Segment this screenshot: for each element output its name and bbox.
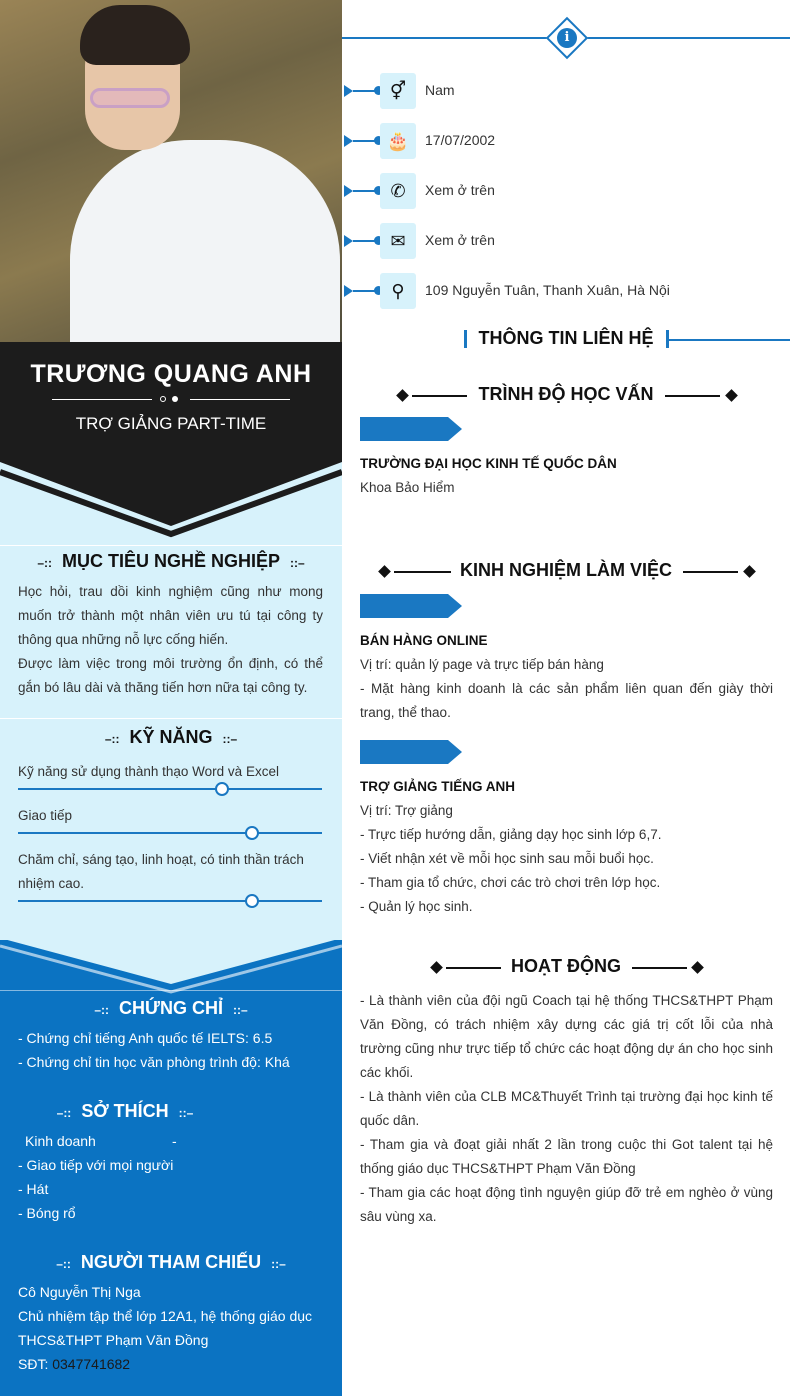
skill-knob [215,782,229,796]
birthday-cake-icon: 🎂 [380,123,416,159]
contact-birthday: 17/07/2002 [425,132,496,148]
job-line: - Tham gia tổ chức, chơi các trò chơi trên lớp học. [360,875,661,890]
skill-label: Giao tiếp [18,808,73,823]
education-major: Khoa Bảo Hiểm [360,480,455,495]
certificate-item: - Chứng chỉ tiếng Anh quốc tế IELTS: 6.5 [18,1030,273,1046]
section-tag [360,740,462,764]
skill-label: Kỹ năng sử dụng thành thạo Word và Excel [18,764,279,779]
job-title: BÁN HÀNG ONLINE [360,633,488,648]
hobby-item: - Hát [18,1181,49,1197]
education-school: TRƯỜNG ĐẠI HỌC KINH TẾ QUỐC DÂN [360,456,617,471]
gender-icon: ⚥ [380,73,416,109]
skill-bar [18,900,322,902]
education-heading [342,384,790,408]
divider [0,990,342,991]
certificates-title: –:: CHỨNG CHỈ ::– [94,998,248,1018]
contact-address: 109 Nguyễn Tuân, Thanh Xuân, Hà Nội [425,282,670,298]
activity-item: - Tham gia và đoạt giải nhất 2 lần trong cuộc thi Got talent tại hệ thống giáo dục THCS&THPT Phạm Văn Đồng [360,1137,773,1176]
divider [0,545,342,546]
objective-title: –:: MỤC TIÊU NGHỀ NGHIỆP ::– [37,551,305,571]
contact-title-bar [342,328,790,354]
contact-email: Xem ở trên [425,232,495,248]
education-title: TRÌNH ĐỘ HỌC VẤN [478,384,654,404]
skill-bar [18,788,322,790]
header-line [342,37,550,39]
skill-knob [245,826,259,840]
activity-item: - Là thành viên của đội ngũ Coach tại hệ thống THCS&THPT Phạm Văn Đồng, có trách nhiệm xây dựng các giá trị cốt lỗi của nhà trường cũng như trực tiếp tổ chức các hoạt động dự án cho học sinh các khối. [360,993,773,1080]
contact-row [342,223,790,259]
objective-text-1: Học hỏi, trau dồi kinh nghiệm cũng như mong muốn trở thành một nhân viên ưu tú tại công ty thông qua những nỗ lực cống hiến. [18,584,323,647]
contact-title: THÔNG TIN LIÊN HỆ [478,328,654,348]
hobbies-title: –:: SỞ THÍCH ::– [56,1101,194,1121]
job-line: Vị trí: Trợ giảng [360,803,453,818]
contact-row [342,173,790,209]
activity-item: - Là thành viên của CLB MC&Thuyết Trình tại trường đại học kinh tế quốc dân. [360,1089,773,1128]
skill-knob [245,894,259,908]
certificate-item: - Chứng chỉ tin học văn phòng trình độ: Khá [18,1054,290,1070]
contact-row [342,273,790,309]
contact-row [342,73,790,109]
hobby-item: Kinh doanh [25,1133,96,1149]
candidate-name: TRƯƠNG QUANG ANH [30,360,312,388]
activities-title: HOẠT ĐỘNG [511,956,621,976]
envelope-icon: ✉ [380,223,416,259]
hobby-item: - Giao tiếp với mọi người [18,1157,174,1173]
job-line: - Quản lý học sinh. [360,899,473,914]
section-tag [360,594,462,618]
activities-heading [342,956,790,980]
references-title: –:: NGƯỜI THAM CHIẾU ::– [56,1252,286,1272]
experience-title: KINH NGHIỆM LÀM VIỆC [459,560,672,580]
dots-icon: –:: [37,556,52,570]
contact-phone: Xem ở trên [425,182,495,198]
skills-title: –:: KỸ NĂNG ::– [104,727,238,747]
reference-phone-row [18,1352,326,1376]
reference-phone: 0347741682 [52,1356,131,1372]
contact-gender: Nam [425,82,455,98]
job-title: TRỢ GIẢNG TIẾNG ANH [360,779,516,794]
map-pin-icon: ⚲ [380,273,416,309]
reference-person: Cô Nguyễn Thị Nga [18,1284,141,1300]
name-divider [52,399,290,401]
skill-bar [18,832,322,834]
objective-text-2: Được làm việc trong môi trường ổn định, có thể gắn bó lâu dài và thăng tiến hơn nữa tại công ty. [18,656,323,695]
header-chevron [0,460,342,540]
blue-panel-notch [0,938,342,998]
job-line: Vị trí: quản lý page và trực tiếp bán hàng [360,657,604,672]
info-icon: i [557,28,577,48]
job-line: - Viết nhận xét về mỗi học sinh sau mỗi buổi học. [360,851,654,866]
hobby-stray-dash: - [172,1133,177,1149]
right-column [342,0,790,1396]
dots-icon: ::– [290,556,305,570]
section-tag [360,417,462,441]
header-line [586,37,790,39]
reference-phone-label: SĐT: [18,1356,53,1372]
experience-heading [342,560,790,584]
profile-photo [0,0,342,342]
phone-icon: ✆ [380,173,416,209]
job-line: - Trực tiếp hướng dẫn, giảng dạy học sinh lớp 6,7. [360,827,662,842]
contact-row [342,123,790,159]
candidate-role: TRỢ GIẢNG PART-TIME [75,414,267,433]
reference-detail: Chủ nhiệm tập thể lớp 12A1, hệ thống giáo dục THCS&THPT Phạm Văn Đồng [18,1308,313,1348]
skill-label: Chăm chỉ, sáng tạo, linh hoạt, có tinh thần trách nhiệm cao. [18,852,304,891]
job-line: - Mặt hàng kinh doanh là các sản phẩm liên quan đến giày thời trang, thể thao. [360,681,773,720]
hobby-item: - Bóng rổ [18,1205,76,1221]
activity-item: - Tham gia các hoạt động tình nguyện giúp đỡ trẻ em nghèo ở vùng sâu vùng xa. [360,1185,773,1224]
left-column [0,0,342,1396]
divider [0,718,342,719]
